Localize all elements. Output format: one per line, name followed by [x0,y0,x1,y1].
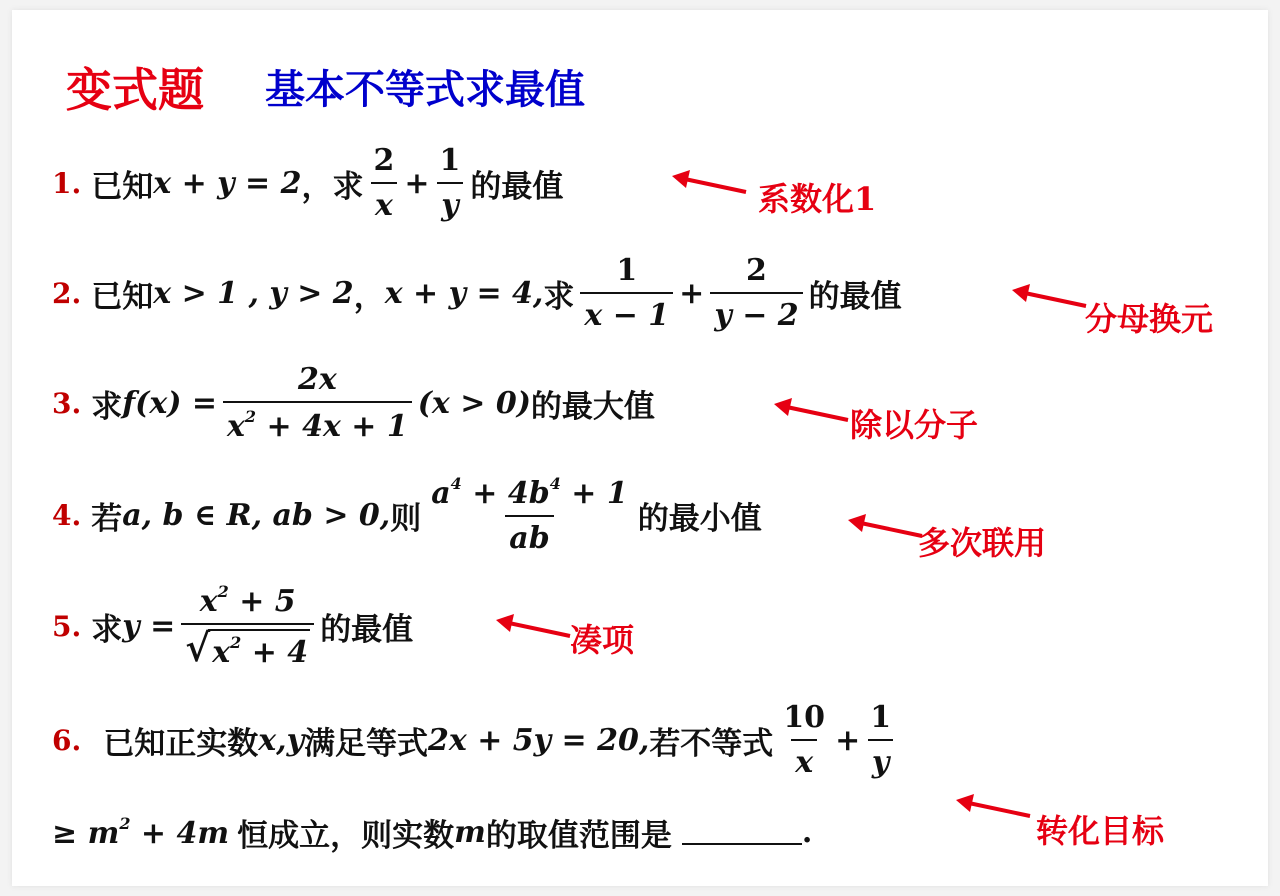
fraction: $\frac{2}{y - 2}$ [710,253,802,333]
note-coefficient-one: 系数化1 [758,180,877,218]
note-denominator-substitution: 分母换元 [1085,300,1214,338]
arrow-left-icon [846,512,926,542]
condition: a, b ∈ R, ab > 0, [122,497,391,533]
condition: x + y = 4, [384,275,544,311]
problem-1: 1. 已知 x + y = 2 ，求 $\frac{2}{x}$ + $\frac{1}{y}$ 的最值 [52,143,564,223]
note-divide-numerator: 除以分子 [850,406,979,444]
fraction: $\frac{2x}{x^2 + 4x + 1}$ [223,362,412,444]
fraction: $\frac{a^4 + 4b^4 + 1}{ab}$ [431,474,628,556]
problem-2: 2. 已知 x > 1 , y > 2 ， x + y = 4, 求 $\frac{1}{x - 1}$ + $\frac{2}{y - 2}$ 的最值 [52,253,902,333]
problem-6: 6. 已知正实数 x,y 满足等式 2x + 5y = 20, 若不等式 $\frac{10}{x}$ + $\frac{1}{y}$ [52,700,901,780]
condition: x + y = 2 [153,165,302,201]
problem-number: 4. [52,498,82,532]
title-topic: 基本不等式求最值 [265,67,585,113]
problem-number: 2. [52,276,82,310]
arrow-left-icon [954,792,1034,822]
problem-4: 4. 若 a, b ∈ R, ab > 0, 则 $\frac{a^4 + 4b^4 + 1}{ab}$ 的最小值 [52,474,762,556]
note-repeated-use: 多次联用 [918,524,1047,562]
problem-5: 5. 求 y = $x^2 + 5$ √ $x^2 + 4$ 的最值 [52,582,414,670]
fraction: $\frac{2}{x}$ [369,143,398,223]
problem-number: 1. [52,166,82,200]
problem-6-line-2: ≥ $m^2 + 4m$ 恒成立，则实数 m 的取值范围是 . [52,814,813,854]
square-root: √ $x^2 + 4$ [185,625,309,670]
condition: x > 1 , y > 2 [153,275,354,311]
problem-number: 6. [52,723,82,757]
arrow-left-icon [494,612,574,642]
problem-number: 3. [52,386,82,420]
title-variant: 变式题 [66,63,204,117]
arrow-left-icon [772,396,852,426]
fraction: $\frac{1}{y}$ [866,700,895,780]
arrow-left-icon [1010,282,1090,312]
problem-number: 5. [52,609,82,643]
arrow-left-icon [670,168,750,198]
fraction: $\frac{1}{x - 1}$ [580,253,673,333]
answer-blank [682,821,802,845]
equation: 2x + 5y = 20, [428,722,650,758]
note-add-term: 凑项 [570,621,635,659]
fraction: $\frac{10}{x}$ [783,700,826,780]
fraction: $\frac{1}{y}$ [436,143,465,223]
problem-3: 3. 求 f(x) = $\frac{2x}{x^2 + 4x + 1}$ (x > 0) 的最大值 [52,362,655,444]
fraction: $x^2 + 5$ √ $x^2 + 4$ [181,582,314,670]
note-transform-goal: 转化目标 [1036,812,1165,850]
